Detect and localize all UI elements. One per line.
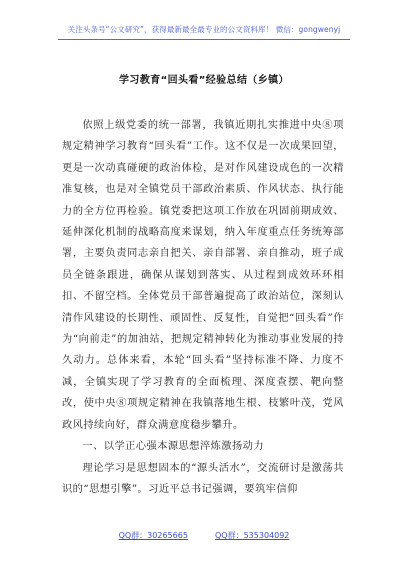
section-heading: 一、以学正心强本源思想淬炼激扬动力: [82, 441, 265, 453]
header-divider: [58, 39, 350, 40]
document-title: 学习教育“回头看”经验总结（乡镇）: [119, 75, 289, 86]
header-banner: 关注头条号“公文研究”，获得最新最全最专业的公文资料库！ 微信：gongwenyj: [67, 25, 341, 34]
qq-group-2: QQ群：535304092: [215, 531, 290, 540]
body-paragraph: 依照上级党委的统一部署，我镇近期扎实推进中央⑧项规定精神学习教育“回头看”工作。这不仅是一次成果回望，更是一次动真碰硬的政治体检，是对作风建设成色的一次精准复核，也是对全镇党员干部政治素质、作风状态、执行能力的全方位再检验。镇党委把这项工作放在巩固前期成效、延伸深化机制的战略高度来谋划，纳入年度重点任务统筹部署，主要负责同志亲自把关、亲自部署、亲自推动，班子成员全链条跟进，确保从谋划到落实、从过程到成效环环相扣、不留空档。全体党员干部普遍提高了政治站位，深刻认清作风建设的长期性、顽固性、反复性，自觉把“回头看”作为“向前走”的加油站，把规定精神转化为推动事业发展的持久动力。总体来看，本轮“回头看”坚持标准不降、力度不减，全镇实现了学习教育的全面梳理、深度查摆、靶向整改，使中央⑧项规定精神在我镇落地生根、枝繁叶茂，党风政风持续向好，群众满意度稳步攀升。: [62, 120, 344, 431]
document-body: [62, 115, 344, 500]
body-paragraph: 理论学习是思想固本的“源头活水”，交流研讨是激荡共识的“思想引擎”。习近平总书记强调，要筑牢信仰: [62, 462, 344, 495]
qq-group-1: QQ群：30265665: [118, 531, 188, 540]
footer-contact: [0, 530, 408, 541]
